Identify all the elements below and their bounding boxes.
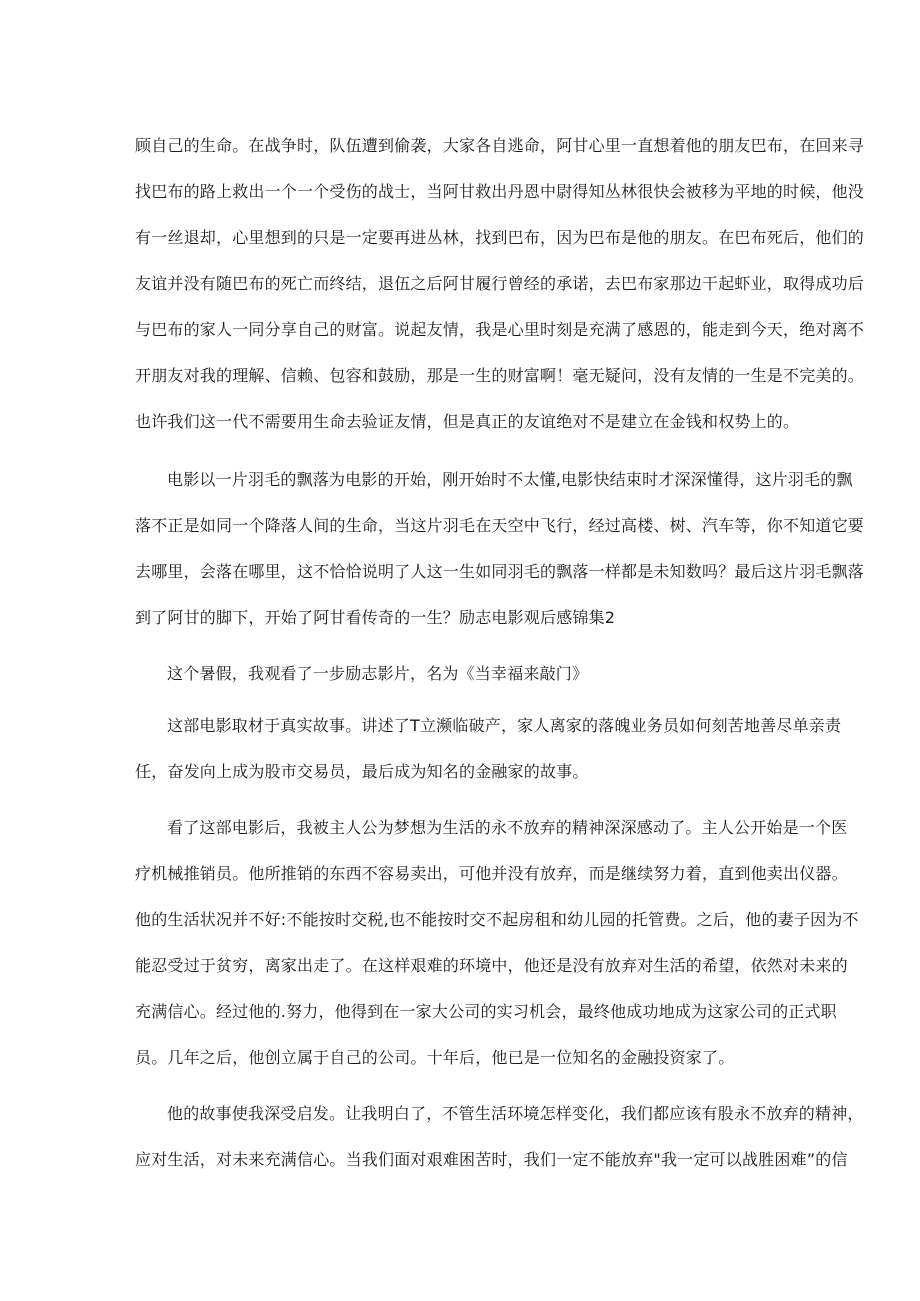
text-line: 充满信心。经过他的.努力，他得到在一家大公司的实习机会，最终他成功地成为这家公司的正式职 <box>135 1002 837 1021</box>
text-line: 友谊并没有随巴布的死亡而终结，退伍之后阿甘履行曾经的承诺，去巴布家那边干起虾业，取得成功后 <box>135 274 865 293</box>
paragraph-start-line: 这部电影取材于真实故事。讲述了T立濒临破产，家人离家的落魄业务员如何刻苦地善尽单亲责 <box>167 716 842 735</box>
text-line: 员。几年之后，他创立属于自己的公司。十年后，他已是一位知名的金融投资家了。 <box>135 1048 735 1067</box>
text-line: 开朋友对我的理解、信赖、包容和鼓励，那是一生的财富啊！毫无疑问，没有友情的一生是不完美的。 <box>135 366 865 385</box>
paragraph-start-line: 看了这部电影后，我被主人公为梦想为生活的永不放弃的精神深深感动了。主人公开始是一个医 <box>167 818 848 837</box>
text-line: 应对生活，对未来充满信心。当我们面对艰难困苦时，我们一定不能放弃"我一定可以战胜困难”的信 <box>135 1150 848 1169</box>
text-line: 去哪里，会落在哪里，这不恰恰说明了人这一生如同羽毛的飘落一样都是未知数吗？最后这片羽毛飘落 <box>135 562 865 581</box>
text-line: 落不正是如同一个降落人间的生命，当这片羽毛在天空中飞行，经过高楼、树、汽车等，你不知道它要 <box>135 516 865 535</box>
text-line: 也许我们这一代不需要用生命去验证友情，但是真正的友谊绝对不是建立在金钱和权势上的。 <box>135 412 800 431</box>
paragraph-start-line: 他的故事使我深受启发。让我明白了，不管生活环境怎样变化，我们都应该有股永不放弃的精神， <box>167 1104 864 1123</box>
text-line: 疗机械推销员。他所推销的东西不容易卖出，可他并没有放弃，而是继续努力着，直到他卖出仪器。 <box>135 864 848 883</box>
text-line: 能忍受过于贫穷，离家出走了。在这样艰难的环境中，他还是没有放弃对生活的希望，依然对未来的 <box>135 956 848 975</box>
text-line: 任，奋发向上成为股市交易员，最后成为知名的金融家的故事。 <box>135 762 589 781</box>
text-line: 到了阿甘的脚下，开始了阿甘看传奇的一生？励志电影观后感锦集2 <box>135 608 616 627</box>
text-line: 顾自己的生命。在战争时，队伍遭到偷袭，大家各自逃命，阿甘心里一直想着他的朋友巴布，在回来寻 <box>135 136 865 155</box>
text-line: 有一丝退却，心里想到的只是一定要再进丛林，找到巴布，因为巴布是他的朋友。在巴布死后，他们的 <box>135 228 865 247</box>
text-line: 与巴布的家人一同分享自己的财富。说起友情，我是心里时刻是充满了感恩的，能走到今天，绝对离不 <box>135 320 865 339</box>
text-line: 他的生活状况并不好:不能按时交税,也不能按时交不起房租和幼儿园的托管费。之后，他的妻子因为不 <box>135 910 859 929</box>
paragraph-start-line: 电影以一片羽毛的飘落为电影的开始，刚开始时不太懂,电影快结束时才深深懂得，这片羽毛的飘 <box>167 470 853 489</box>
text-line: 找巴布的路上救出一个一个受伤的战士，当阿甘救出丹恩中尉得知丛林很快会被移为平地的时候，他没 <box>135 182 865 201</box>
paragraph-start-line: 这个暑假，我观看了一步励志影片，名为《当幸福来敲门》 <box>167 664 589 683</box>
